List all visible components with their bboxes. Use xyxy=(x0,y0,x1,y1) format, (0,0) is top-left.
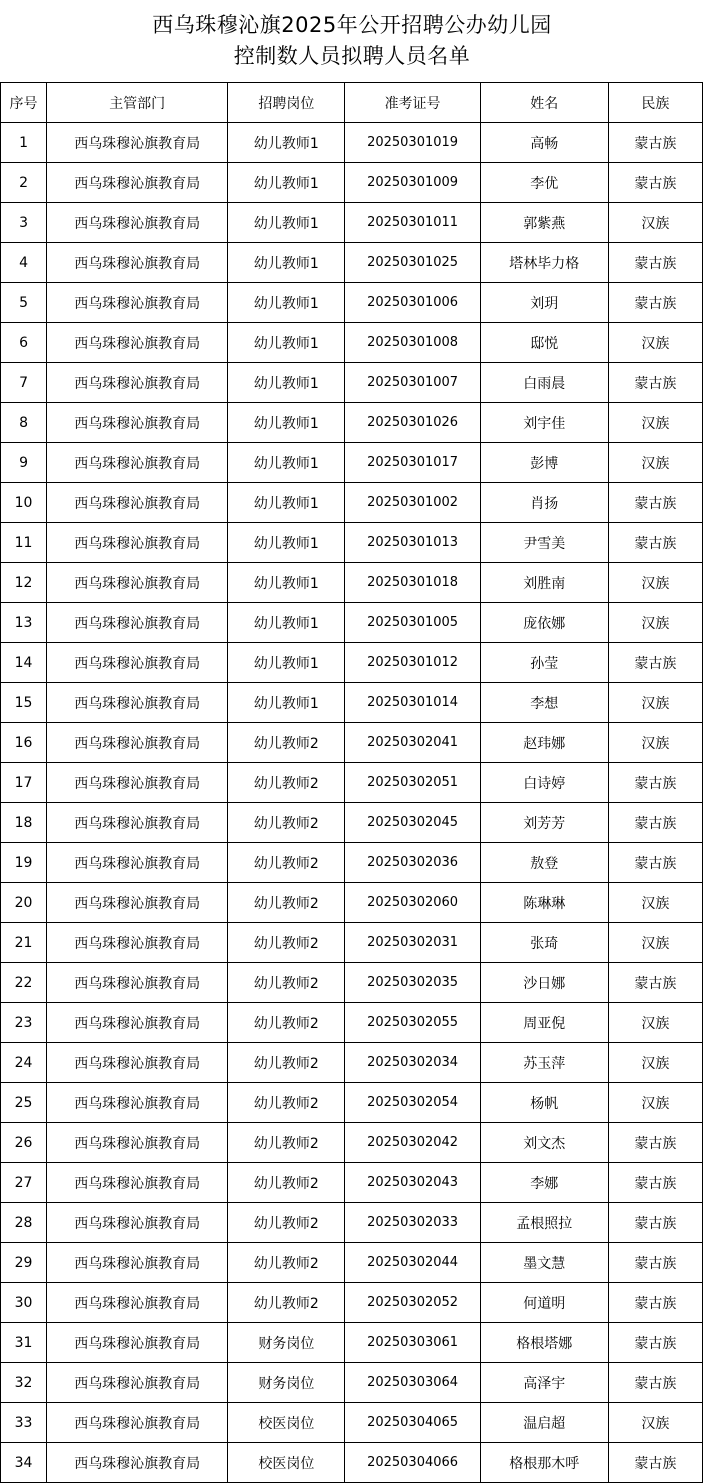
cell-ethnicity: 蒙古族 xyxy=(608,1443,702,1483)
table-row xyxy=(1,1403,703,1443)
table-row xyxy=(1,963,703,1003)
cell-name: 陈琳琳 xyxy=(480,883,608,923)
cell-ethnicity: 蒙古族 xyxy=(608,163,702,203)
cell-name: 刘宇佳 xyxy=(480,403,608,443)
cell-dept: 西乌珠穆沁旗教育局 xyxy=(47,323,228,363)
cell-post: 幼儿教师1 xyxy=(228,603,345,643)
cell-ethnicity: 蒙古族 xyxy=(608,363,702,403)
cell-dept: 西乌珠穆沁旗教育局 xyxy=(47,1083,228,1123)
cell-seq: 14 xyxy=(1,643,47,683)
cell-dept: 西乌珠穆沁旗教育局 xyxy=(47,1323,228,1363)
cell-name: 李想 xyxy=(480,683,608,723)
cell-ethnicity: 汉族 xyxy=(608,603,702,643)
table-row xyxy=(1,1203,703,1243)
cell-seq: 31 xyxy=(1,1323,47,1363)
table-row xyxy=(1,163,703,203)
cell-exam: 20250301002 xyxy=(345,483,480,523)
cell-dept: 西乌珠穆沁旗教育局 xyxy=(47,1043,228,1083)
cell-ethnicity: 蒙古族 xyxy=(608,1323,702,1363)
cell-ethnicity: 蒙古族 xyxy=(608,1203,702,1243)
cell-name: 墨文慧 xyxy=(480,1243,608,1283)
cell-seq: 28 xyxy=(1,1203,47,1243)
cell-ethnicity: 蒙古族 xyxy=(608,1243,702,1283)
header-name: 姓名 xyxy=(480,83,608,123)
cell-dept: 西乌珠穆沁旗教育局 xyxy=(47,763,228,803)
table-header xyxy=(1,83,703,123)
cell-seq: 13 xyxy=(1,603,47,643)
cell-seq: 17 xyxy=(1,763,47,803)
cell-exam: 20250301026 xyxy=(345,403,480,443)
cell-dept: 西乌珠穆沁旗教育局 xyxy=(47,1163,228,1203)
table-row xyxy=(1,563,703,603)
cell-post: 幼儿教师2 xyxy=(228,723,345,763)
cell-post: 幼儿教师2 xyxy=(228,1283,345,1323)
cell-ethnicity: 汉族 xyxy=(608,1083,702,1123)
cell-name: 张琦 xyxy=(480,923,608,963)
table-row xyxy=(1,1243,703,1283)
cell-post: 幼儿教师1 xyxy=(228,643,345,683)
cell-exam: 20250302036 xyxy=(345,843,480,883)
cell-dept: 西乌珠穆沁旗教育局 xyxy=(47,923,228,963)
cell-exam: 20250303061 xyxy=(345,1323,480,1363)
table-row xyxy=(1,723,703,763)
cell-name: 孙莹 xyxy=(480,643,608,683)
cell-name: 肖扬 xyxy=(480,483,608,523)
cell-post: 幼儿教师2 xyxy=(228,1083,345,1123)
cell-exam: 20250302045 xyxy=(345,803,480,843)
cell-name: 何道明 xyxy=(480,1283,608,1323)
title-line-1: 西乌珠穆沁旗2025年公开招聘公办幼儿园 xyxy=(152,13,552,37)
table-row xyxy=(1,203,703,243)
cell-ethnicity: 汉族 xyxy=(608,403,702,443)
table-row xyxy=(1,1443,703,1483)
document-title xyxy=(0,0,704,82)
cell-seq: 32 xyxy=(1,1363,47,1403)
cell-dept: 西乌珠穆沁旗教育局 xyxy=(47,523,228,563)
table-body xyxy=(1,123,703,1483)
cell-dept: 西乌珠穆沁旗教育局 xyxy=(47,643,228,683)
cell-exam: 20250304065 xyxy=(345,1403,480,1443)
cell-ethnicity: 蒙古族 xyxy=(608,963,702,1003)
header-seq: 序号 xyxy=(1,83,47,123)
cell-exam: 20250302033 xyxy=(345,1203,480,1243)
cell-ethnicity: 汉族 xyxy=(608,683,702,723)
cell-ethnicity: 蒙古族 xyxy=(608,1283,702,1323)
cell-name: 沙日娜 xyxy=(480,963,608,1003)
cell-exam: 20250301007 xyxy=(345,363,480,403)
cell-ethnicity: 蒙古族 xyxy=(608,123,702,163)
cell-dept: 西乌珠穆沁旗教育局 xyxy=(47,163,228,203)
cell-seq: 24 xyxy=(1,1043,47,1083)
cell-exam: 20250302042 xyxy=(345,1123,480,1163)
cell-seq: 23 xyxy=(1,1003,47,1043)
cell-ethnicity: 汉族 xyxy=(608,1403,702,1443)
cell-name: 温启超 xyxy=(480,1403,608,1443)
cell-exam: 20250302031 xyxy=(345,923,480,963)
cell-name: 刘文杰 xyxy=(480,1123,608,1163)
table-row xyxy=(1,843,703,883)
cell-seq: 4 xyxy=(1,243,47,283)
cell-dept: 西乌珠穆沁旗教育局 xyxy=(47,843,228,883)
cell-exam: 20250302054 xyxy=(345,1083,480,1123)
cell-name: 敖登 xyxy=(480,843,608,883)
header-dept: 主管部门 xyxy=(47,83,228,123)
cell-exam: 20250302043 xyxy=(345,1163,480,1203)
cell-seq: 21 xyxy=(1,923,47,963)
table-row xyxy=(1,243,703,283)
cell-post: 财务岗位 xyxy=(228,1363,345,1403)
cell-seq: 1 xyxy=(1,123,47,163)
cell-dept: 西乌珠穆沁旗教育局 xyxy=(47,563,228,603)
cell-exam: 20250301008 xyxy=(345,323,480,363)
header-post: 招聘岗位 xyxy=(228,83,345,123)
cell-exam: 20250304066 xyxy=(345,1443,480,1483)
cell-seq: 16 xyxy=(1,723,47,763)
cell-name: 刘胜南 xyxy=(480,563,608,603)
table-row xyxy=(1,1043,703,1083)
cell-name: 庞依娜 xyxy=(480,603,608,643)
cell-post: 幼儿教师2 xyxy=(228,1043,345,1083)
table-row xyxy=(1,1163,703,1203)
cell-post: 幼儿教师2 xyxy=(228,883,345,923)
cell-exam: 20250302055 xyxy=(345,1003,480,1043)
cell-post: 幼儿教师2 xyxy=(228,1123,345,1163)
table-row xyxy=(1,443,703,483)
table-row xyxy=(1,1123,703,1163)
cell-post: 幼儿教师2 xyxy=(228,1243,345,1283)
cell-exam: 20250302041 xyxy=(345,723,480,763)
cell-seq: 34 xyxy=(1,1443,47,1483)
cell-ethnicity: 汉族 xyxy=(608,723,702,763)
cell-dept: 西乌珠穆沁旗教育局 xyxy=(47,683,228,723)
cell-seq: 33 xyxy=(1,1403,47,1443)
cell-seq: 3 xyxy=(1,203,47,243)
cell-name: 彭博 xyxy=(480,443,608,483)
cell-dept: 西乌珠穆沁旗教育局 xyxy=(47,243,228,283)
cell-seq: 2 xyxy=(1,163,47,203)
cell-dept: 西乌珠穆沁旗教育局 xyxy=(47,123,228,163)
cell-post: 幼儿教师1 xyxy=(228,443,345,483)
cell-dept: 西乌珠穆沁旗教育局 xyxy=(47,883,228,923)
table-row xyxy=(1,1283,703,1323)
cell-exam: 20250301013 xyxy=(345,523,480,563)
table-row xyxy=(1,283,703,323)
cell-dept: 西乌珠穆沁旗教育局 xyxy=(47,1443,228,1483)
cell-exam: 20250302034 xyxy=(345,1043,480,1083)
cell-dept: 西乌珠穆沁旗教育局 xyxy=(47,723,228,763)
cell-post: 幼儿教师2 xyxy=(228,803,345,843)
cell-ethnicity: 蒙古族 xyxy=(608,763,702,803)
cell-exam: 20250302052 xyxy=(345,1283,480,1323)
table-row xyxy=(1,123,703,163)
cell-name: 杨帆 xyxy=(480,1083,608,1123)
cell-seq: 30 xyxy=(1,1283,47,1323)
cell-name: 白诗婷 xyxy=(480,763,608,803)
header-row xyxy=(1,83,703,123)
cell-dept: 西乌珠穆沁旗教育局 xyxy=(47,283,228,323)
cell-ethnicity: 蒙古族 xyxy=(608,283,702,323)
cell-post: 幼儿教师1 xyxy=(228,323,345,363)
cell-dept: 西乌珠穆沁旗教育局 xyxy=(47,483,228,523)
cell-seq: 25 xyxy=(1,1083,47,1123)
cell-exam: 20250301019 xyxy=(345,123,480,163)
cell-ethnicity: 汉族 xyxy=(608,323,702,363)
cell-name: 孟根照拉 xyxy=(480,1203,608,1243)
cell-post: 校医岗位 xyxy=(228,1403,345,1443)
cell-ethnicity: 蒙古族 xyxy=(608,803,702,843)
cell-name: 郭紫燕 xyxy=(480,203,608,243)
cell-seq: 9 xyxy=(1,443,47,483)
cell-name: 邸悦 xyxy=(480,323,608,363)
cell-post: 幼儿教师1 xyxy=(228,203,345,243)
cell-exam: 20250301025 xyxy=(345,243,480,283)
cell-post: 幼儿教师1 xyxy=(228,403,345,443)
cell-ethnicity: 蒙古族 xyxy=(608,843,702,883)
cell-post: 校医岗位 xyxy=(228,1443,345,1483)
cell-name: 赵玮娜 xyxy=(480,723,608,763)
cell-post: 幼儿教师2 xyxy=(228,843,345,883)
cell-exam: 20250301012 xyxy=(345,643,480,683)
table-row xyxy=(1,363,703,403)
cell-seq: 6 xyxy=(1,323,47,363)
cell-exam: 20250301018 xyxy=(345,563,480,603)
cell-post: 幼儿教师2 xyxy=(228,923,345,963)
cell-dept: 西乌珠穆沁旗教育局 xyxy=(47,1123,228,1163)
cell-ethnicity: 汉族 xyxy=(608,1003,702,1043)
cell-name: 格根那木呼 xyxy=(480,1443,608,1483)
cell-name: 格根塔娜 xyxy=(480,1323,608,1363)
cell-seq: 10 xyxy=(1,483,47,523)
cell-exam: 20250301011 xyxy=(345,203,480,243)
cell-name: 李优 xyxy=(480,163,608,203)
cell-post: 财务岗位 xyxy=(228,1323,345,1363)
cell-exam: 20250302035 xyxy=(345,963,480,1003)
cell-name: 刘玥 xyxy=(480,283,608,323)
cell-name: 李娜 xyxy=(480,1163,608,1203)
table-row xyxy=(1,1323,703,1363)
table-row xyxy=(1,403,703,443)
cell-ethnicity: 蒙古族 xyxy=(608,643,702,683)
cell-dept: 西乌珠穆沁旗教育局 xyxy=(47,803,228,843)
cell-dept: 西乌珠穆沁旗教育局 xyxy=(47,1283,228,1323)
cell-post: 幼儿教师1 xyxy=(228,283,345,323)
cell-exam: 20250301005 xyxy=(345,603,480,643)
cell-ethnicity: 蒙古族 xyxy=(608,523,702,563)
cell-ethnicity: 蒙古族 xyxy=(608,1123,702,1163)
cell-name: 塔林毕力格 xyxy=(480,243,608,283)
cell-seq: 19 xyxy=(1,843,47,883)
cell-exam: 20250302060 xyxy=(345,883,480,923)
cell-ethnicity: 汉族 xyxy=(608,443,702,483)
cell-seq: 27 xyxy=(1,1163,47,1203)
cell-exam: 20250301017 xyxy=(345,443,480,483)
cell-dept: 西乌珠穆沁旗教育局 xyxy=(47,443,228,483)
cell-post: 幼儿教师2 xyxy=(228,963,345,1003)
cell-ethnicity: 汉族 xyxy=(608,203,702,243)
cell-seq: 11 xyxy=(1,523,47,563)
title-line-2: 控制数人员拟聘人员名单 xyxy=(233,44,471,68)
cell-post: 幼儿教师2 xyxy=(228,763,345,803)
table-row xyxy=(1,1003,703,1043)
cell-dept: 西乌珠穆沁旗教育局 xyxy=(47,1363,228,1403)
cell-seq: 29 xyxy=(1,1243,47,1283)
cell-post: 幼儿教师1 xyxy=(228,363,345,403)
cell-dept: 西乌珠穆沁旗教育局 xyxy=(47,603,228,643)
cell-dept: 西乌珠穆沁旗教育局 xyxy=(47,1203,228,1243)
cell-dept: 西乌珠穆沁旗教育局 xyxy=(47,963,228,1003)
cell-seq: 7 xyxy=(1,363,47,403)
cell-ethnicity: 蒙古族 xyxy=(608,483,702,523)
table-row xyxy=(1,483,703,523)
cell-exam: 20250301006 xyxy=(345,283,480,323)
table-row xyxy=(1,643,703,683)
cell-name: 高畅 xyxy=(480,123,608,163)
cell-ethnicity: 汉族 xyxy=(608,563,702,603)
cell-exam: 20250303064 xyxy=(345,1363,480,1403)
table-row xyxy=(1,1363,703,1403)
cell-seq: 15 xyxy=(1,683,47,723)
table-row xyxy=(1,603,703,643)
cell-post: 幼儿教师1 xyxy=(228,683,345,723)
cell-dept: 西乌珠穆沁旗教育局 xyxy=(47,1243,228,1283)
cell-seq: 22 xyxy=(1,963,47,1003)
cell-name: 周亚倪 xyxy=(480,1003,608,1043)
cell-ethnicity: 汉族 xyxy=(608,1043,702,1083)
table-row xyxy=(1,883,703,923)
header-exam: 准考证号 xyxy=(345,83,480,123)
cell-post: 幼儿教师1 xyxy=(228,243,345,283)
cell-ethnicity: 汉族 xyxy=(608,883,702,923)
cell-dept: 西乌珠穆沁旗教育局 xyxy=(47,363,228,403)
cell-post: 幼儿教师1 xyxy=(228,483,345,523)
hiring-roster-table xyxy=(0,82,703,1483)
cell-exam: 20250302051 xyxy=(345,763,480,803)
cell-ethnicity: 蒙古族 xyxy=(608,1363,702,1403)
cell-post: 幼儿教师2 xyxy=(228,1163,345,1203)
cell-ethnicity: 蒙古族 xyxy=(608,1163,702,1203)
cell-dept: 西乌珠穆沁旗教育局 xyxy=(47,403,228,443)
cell-exam: 20250301014 xyxy=(345,683,480,723)
cell-ethnicity: 蒙古族 xyxy=(608,243,702,283)
cell-seq: 18 xyxy=(1,803,47,843)
cell-seq: 12 xyxy=(1,563,47,603)
cell-post: 幼儿教师1 xyxy=(228,123,345,163)
cell-exam: 20250301009 xyxy=(345,163,480,203)
table-row xyxy=(1,683,703,723)
cell-name: 刘芳芳 xyxy=(480,803,608,843)
cell-exam: 20250302044 xyxy=(345,1243,480,1283)
table-row xyxy=(1,1083,703,1123)
cell-dept: 西乌珠穆沁旗教育局 xyxy=(47,1003,228,1043)
cell-dept: 西乌珠穆沁旗教育局 xyxy=(47,203,228,243)
table-row xyxy=(1,923,703,963)
cell-ethnicity: 汉族 xyxy=(608,923,702,963)
cell-name: 高泽宇 xyxy=(480,1363,608,1403)
table-row xyxy=(1,523,703,563)
cell-name: 苏玉萍 xyxy=(480,1043,608,1083)
header-ethnicity: 民族 xyxy=(608,83,702,123)
cell-post: 幼儿教师1 xyxy=(228,523,345,563)
cell-dept: 西乌珠穆沁旗教育局 xyxy=(47,1403,228,1443)
cell-post: 幼儿教师1 xyxy=(228,563,345,603)
cell-post: 幼儿教师2 xyxy=(228,1003,345,1043)
cell-post: 幼儿教师1 xyxy=(228,163,345,203)
table-row xyxy=(1,323,703,363)
table-row xyxy=(1,763,703,803)
cell-seq: 20 xyxy=(1,883,47,923)
cell-post: 幼儿教师2 xyxy=(228,1203,345,1243)
cell-name: 白雨晨 xyxy=(480,363,608,403)
cell-seq: 5 xyxy=(1,283,47,323)
cell-name: 尹雪美 xyxy=(480,523,608,563)
table-row xyxy=(1,803,703,843)
cell-seq: 26 xyxy=(1,1123,47,1163)
cell-seq: 8 xyxy=(1,403,47,443)
